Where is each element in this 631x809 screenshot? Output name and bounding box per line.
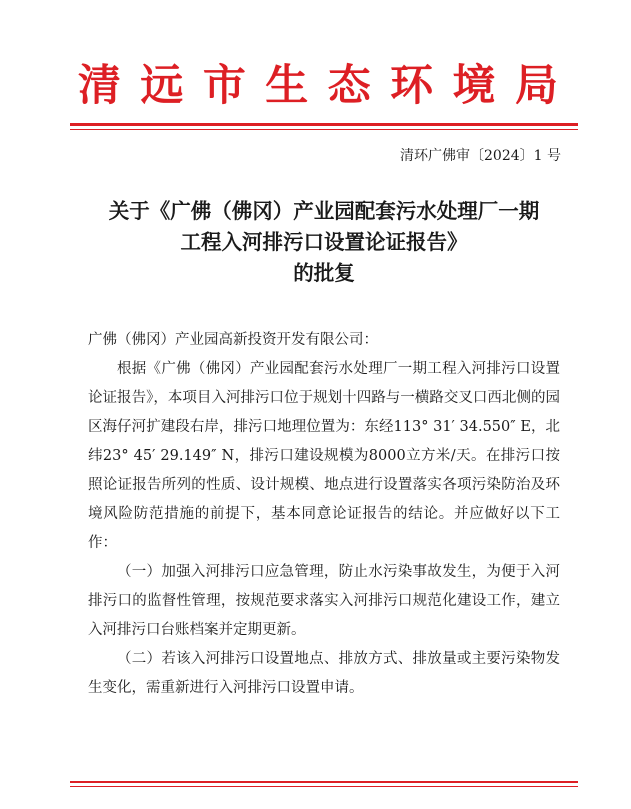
agency-char: 环 bbox=[390, 61, 434, 111]
footer-red-rule-thin bbox=[70, 786, 578, 787]
agency-char: 市 bbox=[202, 61, 246, 111]
agency-char: 清 bbox=[78, 61, 121, 111]
salutation: 广佛（佛冈）产业园高新投资开发有限公司： bbox=[88, 332, 378, 348]
footer-red-rule-thick bbox=[70, 781, 578, 783]
document-title bbox=[70, 196, 578, 289]
body-paragraph: （二）若该入河排污口设置地点、排放方式、排放量或主要污染物发生变化，需重新进行入河排污口设置申请。 bbox=[88, 651, 560, 696]
agency-char: 局 bbox=[514, 61, 558, 111]
document-body bbox=[88, 326, 560, 703]
agency-char: 远 bbox=[140, 61, 184, 111]
body-paragraph: （一）加强入河排污口应急管理，防止水污染事故发生，为便于入河排污口的监督性管理，按规范要求落实入河排污口规范化建设工作，建立入河排污口台账档案并定期更新。 bbox=[88, 564, 560, 638]
agency-char: 生 bbox=[265, 61, 309, 111]
document-number: 清环广佛审〔2024〕1 号 bbox=[400, 148, 561, 164]
title-line: 工程入河排污口设置论证报告》 bbox=[180, 230, 468, 254]
letterhead-red-rule-thick bbox=[70, 123, 578, 126]
agency-char: 态 bbox=[327, 61, 371, 111]
agency-char: 境 bbox=[452, 61, 496, 111]
letterhead-red-rule-thin bbox=[70, 129, 578, 130]
body-paragraph: 根据《广佛（佛冈）产业园配套污水处理厂一期工程入河排污口设置论证报告》，本项目入河排污口位于规划十四路与一横路交叉口西北侧的园区海仔河扩建段右岸，排污口地理位置为：东经113° 31′ 34.550″ E，北纬23° 45′ 29.149″ N，排污口建设规模为8000立方米/天。在排污口按照论证报告所列的性质、设计规模、地点进行设置落实各项污染防治及环境风险防范措施的前提下，基本同意论证报告的结论。并应做好以下工作： bbox=[88, 361, 560, 551]
title-line: 关于《广佛（佛冈）产业园配套污水处理厂一期 bbox=[108, 199, 540, 223]
title-line: 的批复 bbox=[293, 261, 355, 285]
letterhead-agency-name bbox=[78, 58, 558, 114]
